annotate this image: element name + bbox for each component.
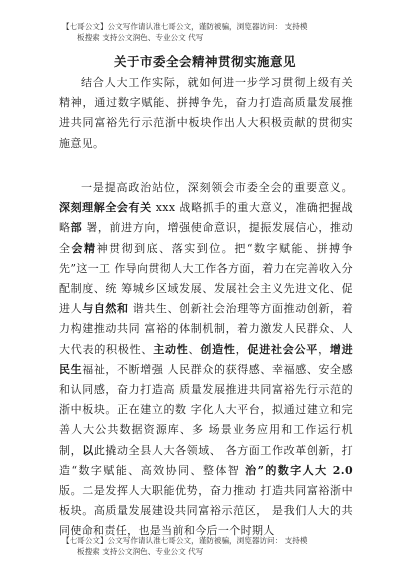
bold-text-run: 增进民生 [59, 342, 353, 376]
bold-text-run: 创造性 [200, 342, 236, 356]
bold-text-run: 部 [70, 221, 83, 235]
text-run: ， [318, 342, 330, 356]
body-paragraph-2 [59, 178, 353, 542]
bold-text-run: 深刻理解全会有关 [59, 201, 152, 215]
text-run: 一是提高政治站位，深刻领会市委全会的重要意义。 [81, 181, 353, 194]
text-run: 版。二是发挥人大职能优势，奋力推动 打造共同富裕浙中板块。高质量发展建设共同富裕示范区， 是我们人大的共同使命和责任，也是当前和今后一个时期人 [59, 484, 353, 538]
bold-text-run: 治”的数字人大 2.0 [245, 463, 353, 477]
bold-text-run: 促进社会公平 [247, 342, 319, 356]
footer-line-2: 板搜索 支持公文润色、专业公文 代写 [77, 547, 204, 556]
bold-text-run: 以 [82, 443, 94, 457]
text-run: 神贯彻到底、落实到位。把“数字赋能、拼搏争先”这一工 作导向贯彻人大工作各方面，着力在完善收入分配制度、统 筹城乡区域发展、发展社会主义先进文化、促进人 [59, 241, 353, 316]
text-run: 此撬动全县人大各领域、 各方面工作改革创新，打造“数字赋能、高效协同、整体智 [59, 443, 353, 477]
text-run: 署，前进方向，增强使命意识，提振发展信心，推动全 [59, 221, 353, 255]
bold-text-run: 主动性 [153, 342, 189, 356]
paragraph-2-text [59, 178, 353, 542]
header-line-2: 板搜索 支持公文润色、专业公文 代写 [77, 33, 204, 42]
body-paragraph-1 [59, 73, 353, 154]
text-run: xxx 战略抓手的重大意义，准确把握战略 [59, 201, 353, 235]
text-run: ， [235, 342, 248, 356]
footer-line-1: 【七哥公文】公文写作请认准七哥公文，谨防被骗，浏览器访问： 支持模 [62, 536, 308, 545]
text-run: 福祉，不断增强 人民群众的获得感、幸福感、安全感和认同感，奋力打造高 质量发展推进共同富裕先行示范的浙中板块。正在建立的数 字化人大平台，拟通过建立和完善人大公共数据资源库、多 场景业务应用和工作运行机制， [59, 362, 353, 457]
bold-text-run: 与自然和 [82, 302, 129, 316]
page-footer [62, 535, 362, 557]
header-line-1: 【七哥公文】公文写作请认准七哥公文，谨防被骗，浏览器访问： 支持模 [62, 22, 308, 31]
document-title: 关于市委全会精神贯彻实施意见 [113, 54, 296, 69]
page-header [62, 21, 362, 43]
paragraph-1-text: 结合人大工作实际，就如何进一步学习贯彻上级有关精神，通过数字赋能、拼搏争先，奋力打造高质量发展推进共同富裕先行示范浙中板块作出人大积极贡献的贯彻实施意见。 [59, 76, 353, 150]
text-run: 、 [188, 342, 201, 356]
bold-text-run: 会精 [71, 241, 97, 255]
text-run: 谐共生、创新社会治理等方面推动创新，着力构建推动共同 富裕的体制机制，着力激发人民群众、人大代表的积极性、 [59, 302, 354, 356]
